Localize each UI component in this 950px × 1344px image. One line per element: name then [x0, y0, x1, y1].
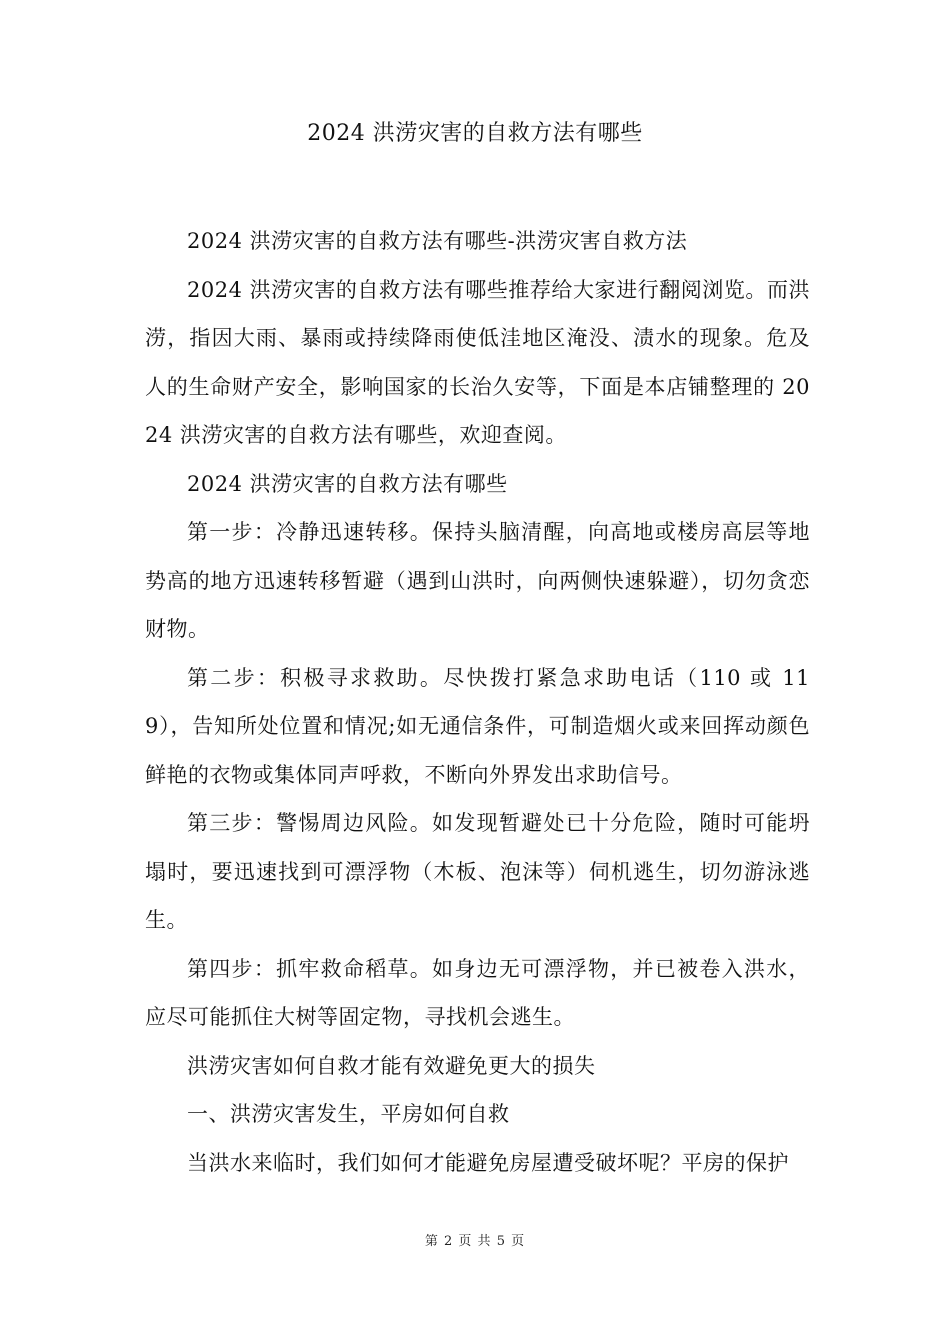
paragraph-intro: 2024 洪涝灾害的自救方法有哪些推荐给大家进行翻阅浏览。而洪涝，指因大雨、暴雨或持续降雨使低洼地区淹没、渍水的现象。危及人的生命财产安全，影响国家的长治久安等，下面是本店铺整理的 2024 洪涝灾害的自救方法有哪些，欢迎查阅。	[145, 277, 810, 447]
paragraph-step-4: 第四步：抓牢救命稻草。如身边无可漂浮物，并已被卷入洪水，应尽可能抓住大树等固定物，寻找机会逃生。	[145, 956, 810, 1029]
paragraph-heading: 2024 洪涝灾害的自救方法有哪些	[187, 471, 508, 496]
paragraph-body: 当洪水来临时，我们如何才能避免房屋遭受破坏呢？平房的保护	[187, 1150, 789, 1175]
document-title: 2024 洪涝灾害的自救方法有哪些	[307, 121, 643, 146]
paragraph-step-2: 第二步：积极寻求救助。尽快拨打紧急求助电话（110 或 119），告知所处位置和情况;如无通信条件，可制造烟火或来回挥动颜色鲜艳的衣物或集体同声呼救，不断向外界发出求助信号。	[145, 665, 810, 787]
paragraph-subsection-heading: 一、洪涝灾害发生，平房如何自救	[187, 1102, 510, 1126]
paragraph-section-heading: 洪涝灾害如何自救才能有效避免更大的损失	[187, 1053, 596, 1078]
document-body	[145, 217, 810, 1187]
paragraph-step-1: 第一步：冷静迅速转移。保持头脑清醒，向高地或楼房高层等地势高的地方迅速转移暂避（遇到山洪时，向两侧快速躲避），切勿贪恋财物。	[145, 520, 810, 641]
paragraph-step-3: 第三步：警惕周边风险。如发现暂避处已十分危险，随时可能坍塌时，要迅速找到可漂浮物（木板、泡沫等）伺机逃生，切勿游泳逃生。	[145, 811, 810, 932]
paragraph-subtitle: 2024 洪涝灾害的自救方法有哪些-洪涝灾害自救方法	[187, 229, 688, 253]
page-number-footer: 第 2 页 共 5 页	[424, 1234, 526, 1249]
